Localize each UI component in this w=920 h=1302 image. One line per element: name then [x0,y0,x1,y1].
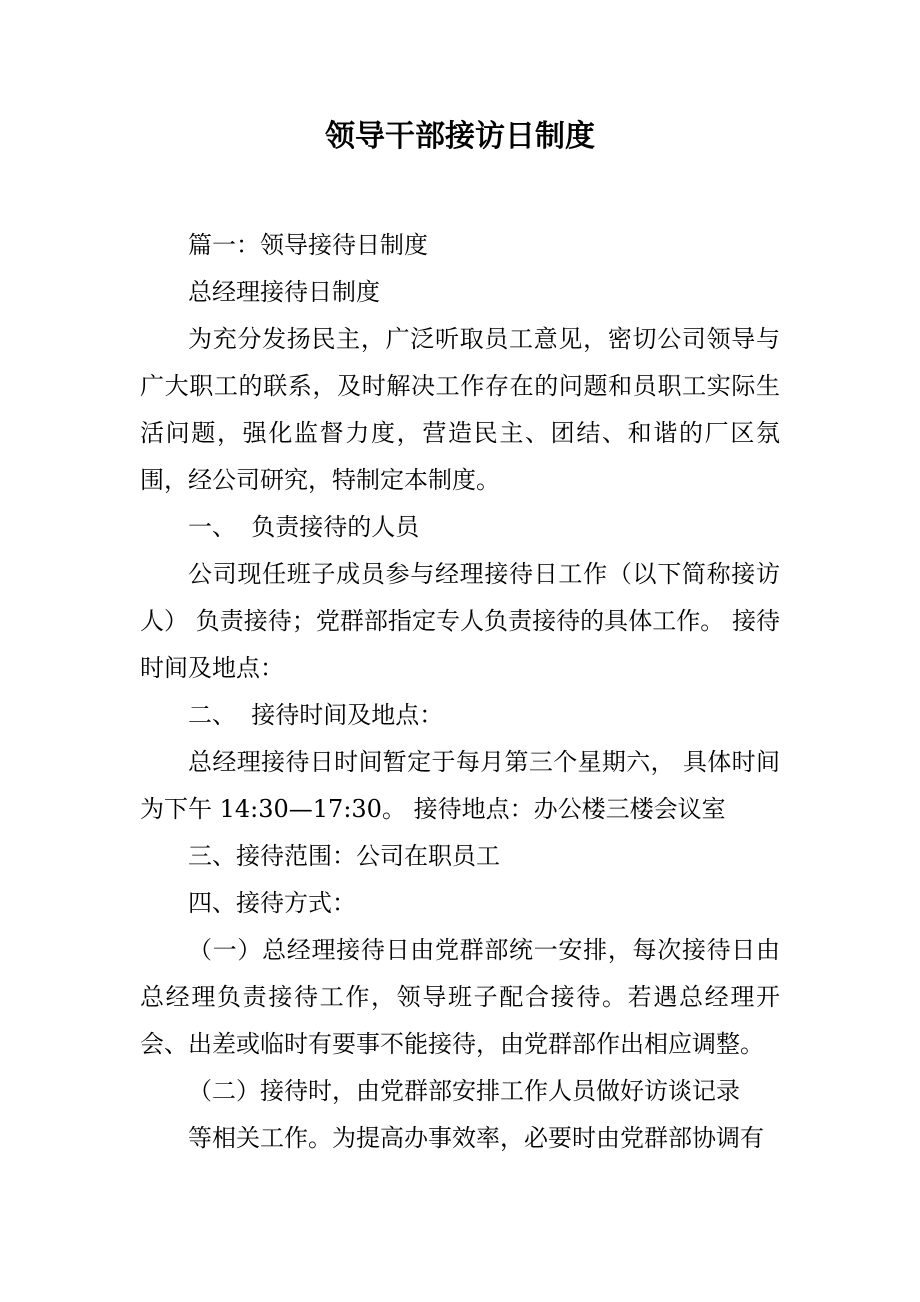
paragraph-heading-2: 二、 接待时间及地点： [188,701,444,729]
paragraph-method-2-continued: 等相关工作。为提高办事效率，必要时由党群部协调有 [188,1124,764,1152]
paragraph-section-heading: 篇一：领导接待日制度 [188,231,428,259]
document-title: 领导干部接访日制度 [325,119,595,154]
document-body [140,222,780,1162]
paragraph-heading-4: 四、接待方式： [188,889,356,917]
paragraph-intro: 为充分发扬民主，广泛听取员工意见，密切公司领导与广大职工的联系，及时解决工作存在的问题和员职工实际生活问题，强化监督力度，营造民主、团结、和谐的厂区氛围，经公司研究，特制定本制度。 [140,325,780,494]
paragraph-method-2: （二）接待时，由党群部安排工作人员做好访谈记录 [188,1077,740,1105]
paragraph-method-1: （一）总经理接待日由党群部统一安排，每次接待日由总经理负责接待工作，领导班子配合接待。若遇总经理开会、出差或临时有要事不能接待，由党群部作出相应调整。 [140,936,780,1058]
paragraph-heading-3: 三、接待范围：公司在职员工 [188,842,500,870]
paragraph-sub-heading: 总经理接待日制度 [188,278,380,306]
paragraph-reception-staff: 公司现任班子成员参与经理接待日工作（以下简称接访人） 负责接待；党群部指定专人负责接待的具体工作。 接待时间及地点： [140,560,780,682]
paragraph-time-location: 总经理接待日时间暂定于每月第三个星期六， 具体时间为下午 14:30—17:30。 接待地点：办公楼三楼会议室 [140,748,780,823]
paragraph-heading-1: 一、 负责接待的人员 [188,513,420,541]
